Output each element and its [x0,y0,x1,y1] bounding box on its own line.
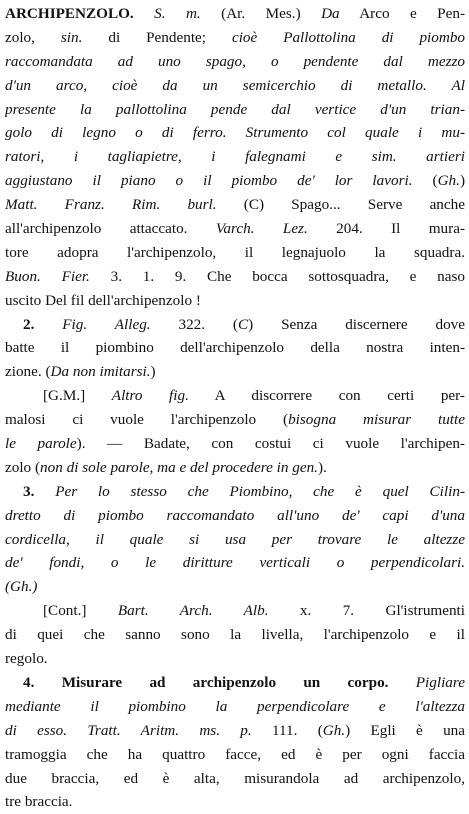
text-line [5,432,465,456]
text-run: Da [321,5,340,22]
text-run: ). [317,458,327,476]
text-line [5,551,465,575]
paragraph-p6 [5,671,465,814]
text-run: ). — Badate, con costui ci vuole l'archipen- [76,435,465,453]
dictionary-entry-archipenzolo [5,2,465,814]
text-line [5,384,465,408]
text-run: Gh. [322,721,346,739]
text-run: Buon. Fier. [5,267,90,285]
text-run: A discorrere con certi per- [188,387,465,405]
text-line [5,480,465,504]
text-run: mediante il piombino la perpendicolare e l'altezza [5,697,465,715]
text-run: all'archipenzolo attaccato. [5,220,216,238]
text-run: golo di legno o di ferro. Strumento col quale i mu- [5,124,465,142]
text-run: de' fondi, o le diritture verticali o perpendicolari. [5,554,465,572]
text-run: zolo, [5,28,61,46]
text-line [5,575,465,599]
text-run: d'un arco, cioè da un semicerchio di metallo. Al [5,76,465,94]
text-run: tramoggia che ha quattro facce, ed è per ogni faccia [5,745,465,763]
text-run: Da non imitarsi. [50,363,151,381]
text-run: ratori, i tagliapietre, i falegnami e sim. artieri [5,148,465,166]
text-run: Fig. Alleg. [62,315,151,333]
text-run: (Gh.) [5,578,38,596]
text-line [5,623,465,647]
text-line [5,528,465,552]
text-run: tre braccia. [5,793,73,811]
text-run: regolo. [5,650,48,668]
text-run: 2. [23,315,63,333]
text-run: Arco e Pen- [339,5,465,22]
text-run: Per lo stesso che Piombino, che è quel Cilin- [55,482,465,500]
text-run: tore adopra l'archipenzolo, il legnajuolo la squadra. [5,243,465,261]
text-run: batte il piombino dell'archipenzolo della nostra inten- [5,339,465,357]
text-line [5,121,465,145]
text-run: bisogna misurar tutte [288,411,465,429]
text-line [5,504,465,528]
text-line [5,145,465,169]
text-run: (C) Spago... Serve anche [216,196,465,214]
text-run: 322. ( [150,315,238,333]
text-run: cordicella, il quale si usa per trovare le altezze [5,530,465,548]
text-run: dretto di piombo raccomandato all'uno de' capi d'una [5,506,465,524]
paragraph-p3 [5,384,465,480]
text-line [5,50,465,74]
text-line [5,360,465,384]
text-line [5,743,465,767]
text-run: S. m. [154,5,201,22]
text-run: 3. [23,482,56,500]
text-line [5,26,465,50]
text-run: zione. ( [5,363,51,381]
text-run: C [238,315,249,333]
text-run: 111. ( [251,721,323,739]
text-run: ) [459,172,465,190]
paragraph-p2 [5,313,465,385]
text-run: di esso. Tratt. Aritm. ms. p. [5,721,252,739]
text-line [5,695,465,719]
text-line [5,169,465,193]
text-run: ) [150,363,156,381]
text-line [5,313,465,337]
text-line [5,2,465,26]
text-run: presente la pallottolina pende dal vertice d'un trian- [5,100,465,118]
text-line [5,336,465,360]
paragraph-p4 [5,480,465,599]
text-line [5,647,465,671]
text-line [5,74,465,98]
text-run: ) Egli è una [345,721,465,739]
text-line [5,599,465,623]
text-run: 3. 1. 9. Che bocca sottosquadra, e naso [89,267,465,285]
text-run: di Pendente; [82,28,232,46]
text-run: malosi ci vuole l'archipenzolo ( [5,411,289,429]
text-run: [Cont.] [43,602,118,620]
text-run: ( [412,172,438,190]
text-run: ) Senza discernere dove [248,315,465,333]
text-line [5,408,465,432]
text-run: non di sole parole, ma e del procedere in gen. [40,458,318,476]
text-line [5,289,465,313]
text-run: Varch. Lez. [215,220,308,238]
text-line [5,241,465,265]
text-line [5,767,465,791]
text-run: Pigliare [388,673,465,691]
text-line [5,719,465,743]
text-line [5,98,465,122]
text-run: x. 7. Gl'istrumenti [268,602,465,620]
text-line [5,265,465,289]
text-run: (Ar. Mes.) [200,5,322,22]
text-line [5,456,465,480]
text-run: uscito Del fil dell'archipenzolo ! [5,291,201,309]
text-line [5,790,465,814]
text-line [5,217,465,241]
text-run: sin. [60,28,83,46]
text-run: Altro fig. [111,387,189,405]
text-run: 204. Il mura- [307,220,465,238]
paragraph-p1 [5,2,465,313]
text-run: cioè Pallottolina di piombo [231,28,465,46]
text-run: zolo ( [5,458,41,476]
paragraph-p5 [5,599,465,671]
text-run: [G.M.] [43,387,112,405]
text-run: Gh. [437,172,460,190]
text-run: aggiustano il piano o il piombo de' lor lavori. [5,172,413,190]
text-run: Matt. Franz. Rim. burl. [5,196,217,214]
text-run: di quei che sanno sono la livella, l'archipenzolo e il [5,626,465,644]
text-run: le parole [5,435,77,453]
text-line [5,671,465,695]
text-run: due braccia, ed è alta, misurandola ad archipenzolo, [5,769,465,787]
text-run: 4. Misurare ad archipenzolo un corpo. [23,673,389,691]
text-line [5,193,465,217]
text-run: raccomandata ad uno spago, o pendente dal mezzo [5,52,465,70]
text-run: Bart. Arch. Alb. [117,602,269,620]
text-run: ARCHIPENZOLO. [5,5,155,22]
